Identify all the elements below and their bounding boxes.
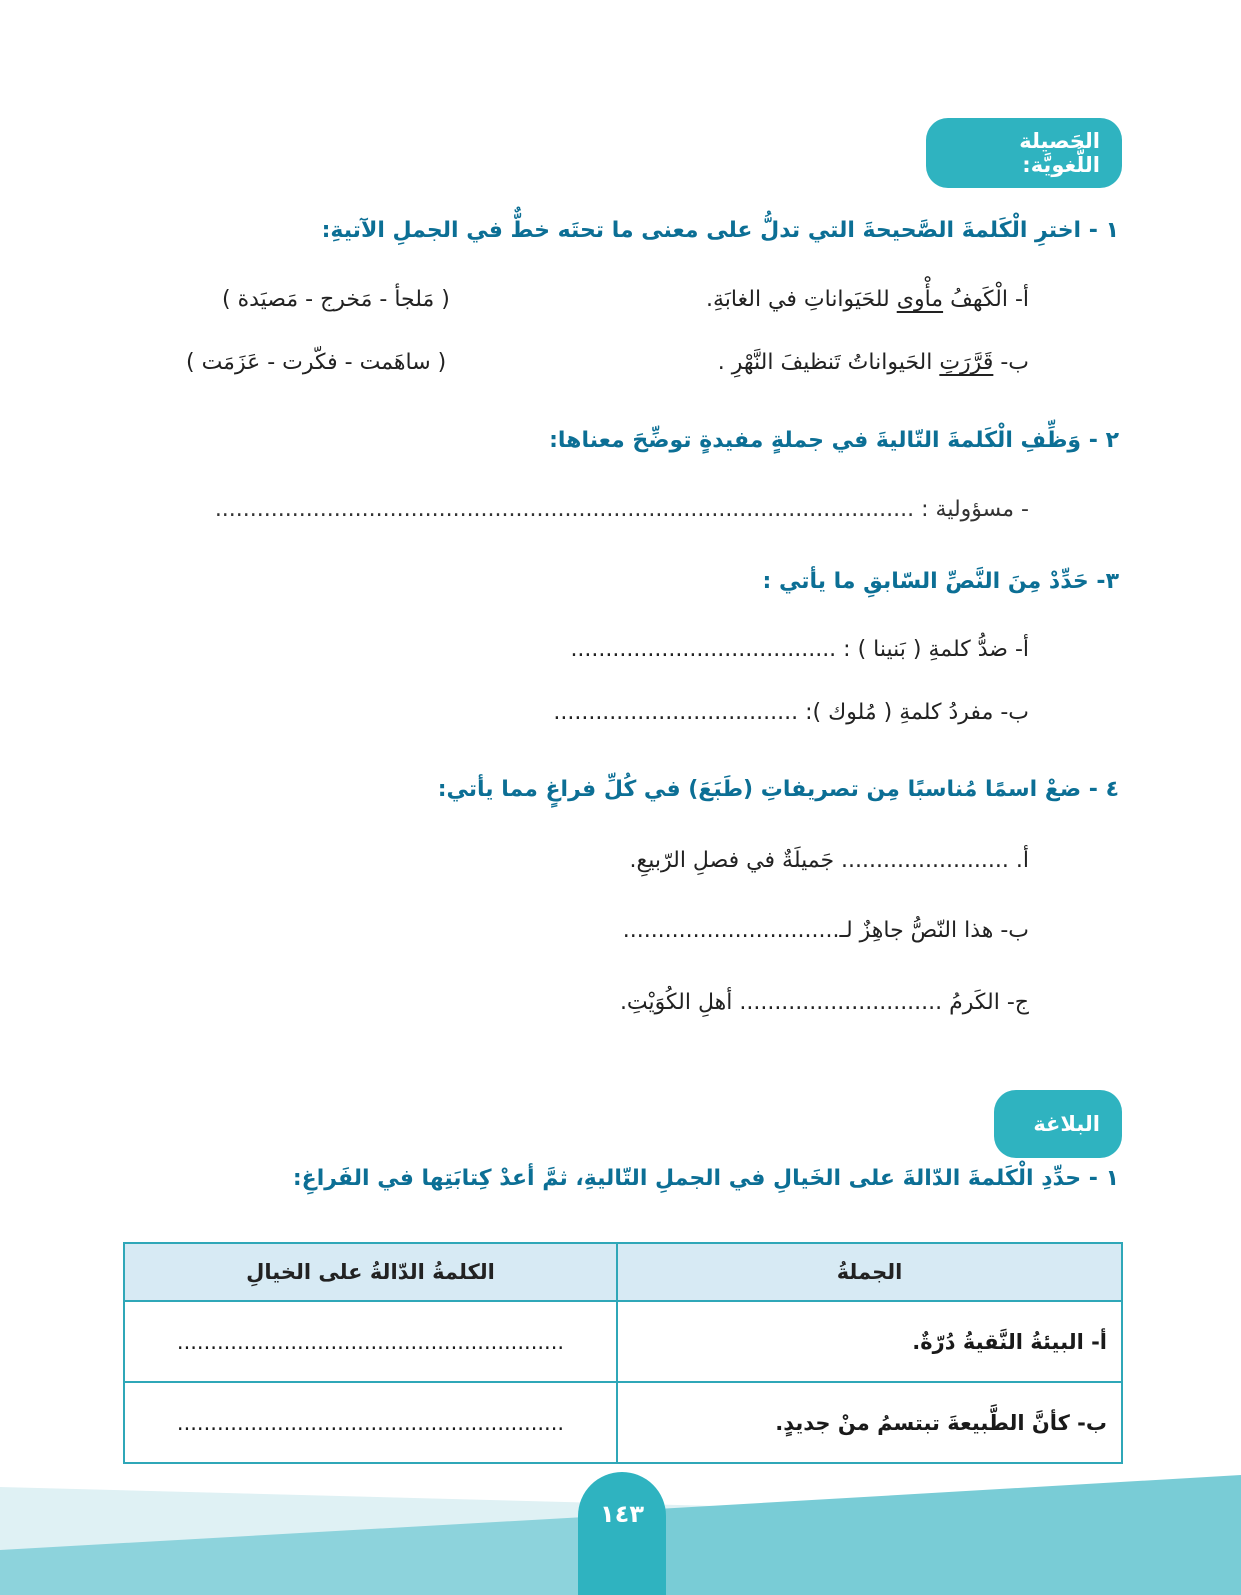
column-header-imagery-word: الكلمةُ الدّالةُ على الخيالِ — [124, 1243, 617, 1301]
question-2-heading: ٢ - وَظِّفِ الْكَلمةَ التّاليةَ في جملةٍ مفيدةٍ توضِّحَ معناها: — [549, 428, 1119, 453]
question-4-item-c: ج- الكَرمُ ............................. أهلِ الكُوَيْتِ. — [619, 990, 1029, 1015]
section-title-text: الحَصيلة اللُّغويَّة: — [1019, 129, 1100, 177]
page-number-tab — [578, 1472, 666, 1595]
question-4-heading: ٤ - ضعْ اسمًا مُناسبًا مِن تصريفاتِ (طَبَعَ) في كُلِّ فراغٍ مما يأتي: — [437, 777, 1119, 802]
question-2-answer-line: - مسؤولية : .................................................................................................... — [214, 497, 1029, 522]
page-number: ١٤٣ — [600, 1500, 644, 1528]
answer-blank-cell[interactable]: .......................................................... — [124, 1301, 617, 1382]
item-a-suffix: للحَيَواناتِ في الغابَةِ. — [706, 287, 897, 312]
rhetoric-question-1-heading: ١ - حدِّدِ الْكَلمةَ الدّالةَ على الخَيالِ في الجملِ التّاليةِ، ثمَّ أعدْ كِتابَتِها في الفَراغِ: — [292, 1166, 1119, 1191]
question-3-item-b: ب- مفردُ كلمةِ ( مُلوك ): ................................... — [553, 700, 1029, 725]
imagery-table — [123, 1242, 1123, 1464]
item-b-suffix: الحَيواناتُ تَنظيفَ النَّهْرِ . — [717, 350, 940, 375]
question-1-item-b — [718, 350, 1029, 375]
question-4-item-b: ب- هذا النّصُّ جاهِزٌ لـ............................... — [622, 918, 1029, 943]
question-4-item-a: أ. ........................ جَميلَةٌ في فصلِ الرّبيعِ. — [629, 848, 1029, 873]
sentence-cell: ب- كأنَّ الطَّبيعةَ تبتسمُ منْ جديدٍ. — [617, 1382, 1122, 1463]
question-1-item-a — [706, 287, 1029, 312]
question-3-item-a: أ- ضدُّ كلمةِ ( بَنينا ) : ...................................... — [570, 637, 1029, 662]
item-b-underlined-word: قَرَّرَتِ — [939, 350, 994, 375]
section-title-vocabulary — [926, 118, 1122, 188]
question-1-item-a-options: ( مَلجأ - مَخرج - مَصيَدة ) — [222, 287, 450, 312]
table-header-row — [124, 1243, 1122, 1301]
answer-blank-cell[interactable]: .......................................................... — [124, 1382, 617, 1463]
sentence-cell: أ- البيئةُ النَّقيةُ دُرّةٌ. — [617, 1301, 1122, 1382]
question-3-heading: ٣- حَدِّدْ مِنَ النَّصِّ السّابقِ ما يأتي : — [762, 569, 1119, 594]
section-title-rhetoric — [994, 1090, 1122, 1158]
column-header-sentence: الجملةُ — [617, 1243, 1122, 1301]
item-a-prefix: أ- الْكَهفُ — [943, 287, 1029, 312]
section-title-text: البلاغة — [1033, 1112, 1100, 1136]
question-1-heading: ١ - اخترِ الْكَلمةَ الصَّحيحةَ التي تدلُّ على معنى ما تحتَه خطٌّ في الجملِ الآتيةِ: — [321, 218, 1119, 243]
table-row — [124, 1382, 1122, 1463]
table-row — [124, 1301, 1122, 1382]
question-1-item-b-options: ( ساهَمت - فكّرت - عَزَمَت ) — [186, 350, 447, 375]
item-b-prefix: ب- — [993, 350, 1029, 375]
item-a-underlined-word: مأْوى — [896, 287, 944, 312]
